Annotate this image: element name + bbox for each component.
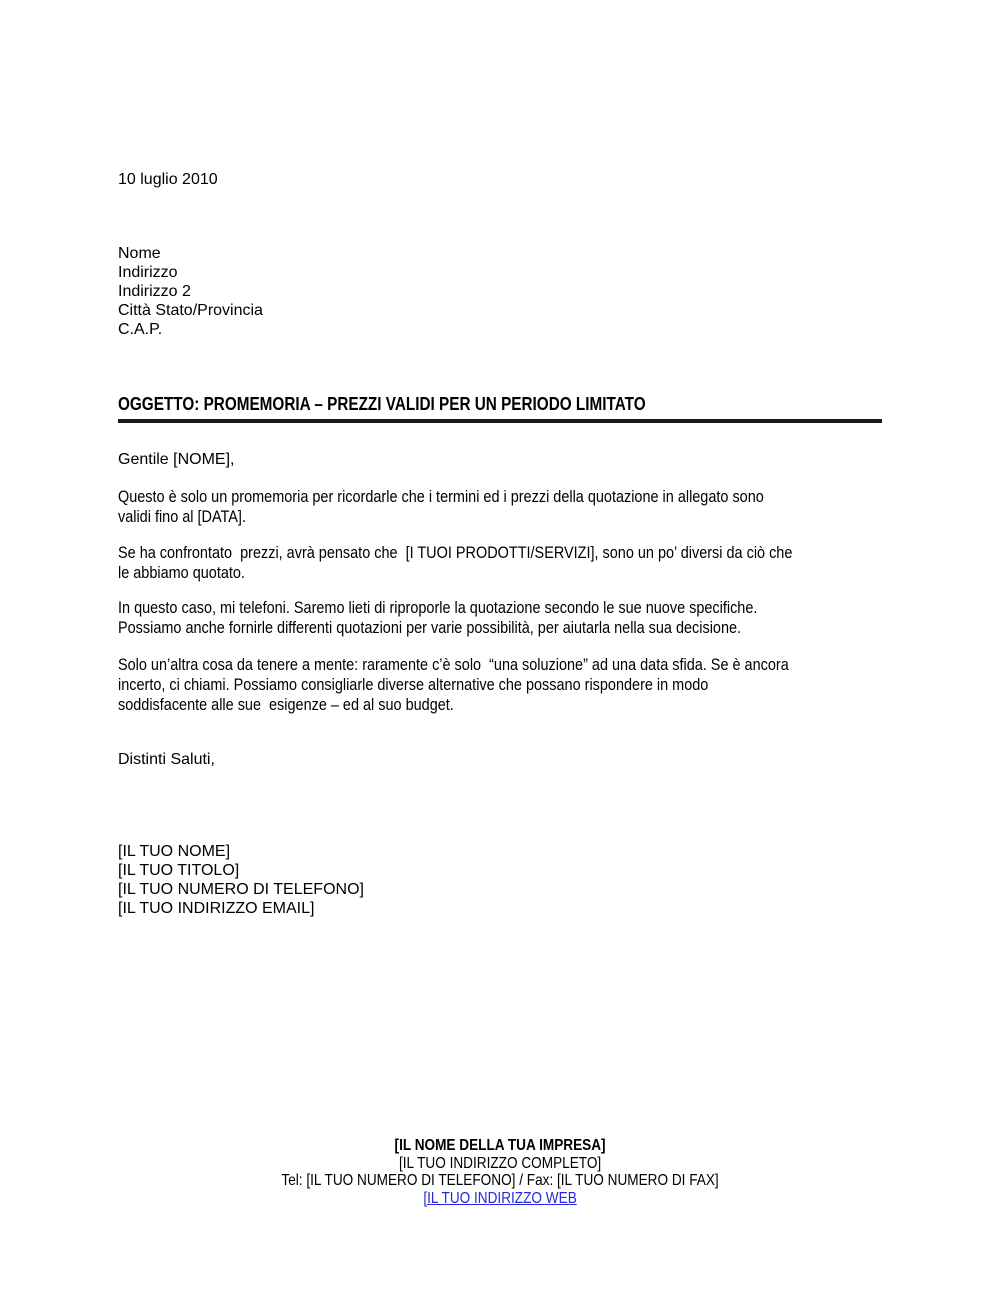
footer-company-name: [IL NOME DELLA TUA IMPRESA] xyxy=(394,1137,606,1154)
paragraph-line: validi fino al [DATA]. xyxy=(118,507,246,526)
salutation: Gentile [NOME], xyxy=(118,451,235,468)
body-paragraph-4 xyxy=(118,655,882,715)
subject-block xyxy=(118,393,882,415)
footer-tel-fax: Tel: [IL TUO NUMERO DI TELEFONO] / Fax: [IL TUO NUMERO DI FAX] xyxy=(281,1172,719,1189)
body-paragraph-1 xyxy=(118,487,882,527)
paragraph-line: le abbiamo quotato. xyxy=(118,563,245,582)
paragraph-line: Possiamo anche fornirle differenti quotazioni per varie possibilità, per aiutarla nella sua decisione. xyxy=(118,618,742,637)
paragraph-line: In questo caso, mi telefoni. Saremo lieti di riproporle la quotazione secondo le sue nuove specifiche. xyxy=(118,598,758,617)
paragraph-line: Solo un’altra cosa da tenere a mente: raramente c’è solo “una soluzione” ad una data sfida. Se è ancora xyxy=(118,655,789,674)
letter-date: 10 luglio 2010 xyxy=(118,171,218,188)
paragraph-line: incerto, ci chiami. Possiamo consigliarle diverse alternative che possano rispondere in modo xyxy=(118,675,709,694)
recipient-name: Nome xyxy=(118,245,161,262)
footer-company-address: [IL TUO INDIRIZZO COMPLETO] xyxy=(398,1154,602,1172)
closing-salutation: Distinti Saluti, xyxy=(118,751,215,768)
recipient-address-1: Indirizzo xyxy=(118,264,178,281)
body-paragraph-3 xyxy=(118,598,882,638)
recipient-postal-code: C.A.P. xyxy=(118,321,163,338)
signature-email: [IL TUO INDIRIZZO EMAIL] xyxy=(118,900,315,917)
paragraph-line: soddisfacente alle sue esigenze – ed al suo budget. xyxy=(118,695,454,714)
recipient-address-block xyxy=(118,244,882,339)
signature-block xyxy=(118,842,882,918)
signature-title: [IL TUO TITOLO] xyxy=(118,862,240,879)
recipient-address-2: Indirizzo 2 xyxy=(118,283,191,300)
footer-website-line xyxy=(118,1190,882,1208)
website-link[interactable]: [IL TUO INDIRIZZO WEB xyxy=(423,1189,577,1207)
subject-divider-rule xyxy=(118,419,882,423)
paragraph-line: Questo è solo un promemoria per ricordarle che i termini ed i prezzi della quotazione in allegato sono xyxy=(118,487,764,506)
paragraph-line: Se ha confrontato prezzi, avrà pensato che [I TUOI PRODOTTI/SERVIZI], sono un po’ diversi da ciò che xyxy=(118,543,793,562)
subject-line: OGGETTO: PROMEMORIA – PREZZI VALIDI PER UN PERIODO LIMITATO xyxy=(118,394,646,414)
signature-phone: [IL TUO NUMERO DI TELEFONO] xyxy=(118,881,364,898)
signature-name: [IL TUO NOME] xyxy=(118,843,231,860)
footer-block xyxy=(118,1137,882,1207)
body-paragraph-2 xyxy=(118,543,882,583)
recipient-city-state: Città Stato/Provincia xyxy=(118,302,263,319)
